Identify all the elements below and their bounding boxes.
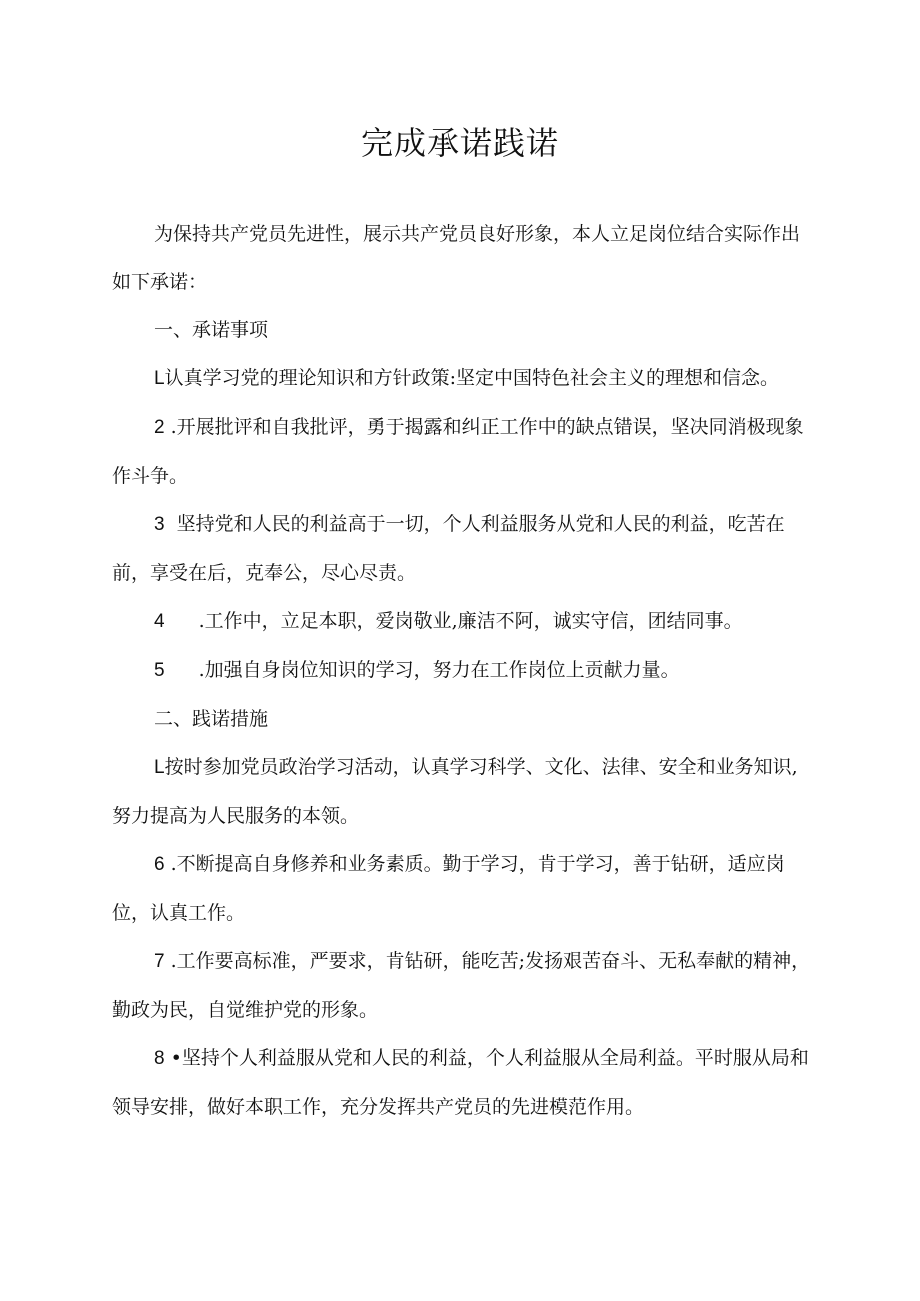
- item-number: 4: [154, 611, 165, 632]
- item-text: .不断提高自身修养和业务素质。勤于学习，肯于学习，善于钻研，适应岗位，认真工作。: [112, 853, 785, 924]
- measure-item: [112, 937, 812, 1034]
- item-text: .加强自身岗位知识的学习，努力在工作岗位上贡献力量。: [198, 659, 680, 681]
- section-heading-measures: 二、践诺措施: [154, 708, 269, 730]
- measure-item: [112, 1034, 812, 1131]
- item-text: 坚持党和人民的利益高于一切，个人利益服务从党和人民的利益，吃苦在前，享受在后，克奉公，尽心尽责。: [112, 513, 785, 584]
- item-number: 6: [154, 854, 165, 875]
- item-text: .工作要高标准，严要求，肯钻研，能吃苦;发扬艰苦奋斗、无私奉献的精神，勤政为民，自觉维护党的形象。: [112, 950, 811, 1021]
- section-heading-commitments: 一、承诺事项: [154, 319, 269, 341]
- measure-item: [112, 840, 812, 937]
- item-text: .工作中，立足本职，爱岗敬业,廉洁不阿，诚实守信，团结同事。: [198, 610, 743, 632]
- item-text: .开展批评和自我批评，勇于揭露和纠正工作中的缺点错误，坚决同消极现象作斗争。: [112, 416, 804, 487]
- item-number: L: [154, 368, 165, 389]
- item-text: 认真学习党的理论知识和方针政策:坚定中国特色社会主义的理想和信念。: [164, 367, 779, 389]
- item-number: 2: [154, 417, 165, 438]
- document-title: 完成承诺践诺: [360, 124, 559, 162]
- commitment-item: [112, 354, 812, 403]
- item-number: 5: [154, 660, 165, 681]
- intro-paragraph: 为保持共产党员先进性，展示共产党员良好形象，本人立足岗位结合实际作出如下承诺：: [112, 223, 801, 293]
- item-number: L: [154, 757, 165, 778]
- commitment-item: [112, 500, 812, 597]
- item-number: 8: [154, 1048, 165, 1069]
- commitment-item: [112, 403, 812, 500]
- item-text: •坚持个人利益服从党和人民的利益，个人利益服从全局利益。平时服从局和领导安排，做好本职工作，充分发挥共产党员的先进模范作用。: [112, 1047, 809, 1118]
- item-number: 3: [154, 514, 165, 535]
- commitment-item: [112, 646, 812, 695]
- commitment-item: [112, 597, 812, 646]
- item-text: 按时参加党员政治学习活动，认真学习科学、文化、法律、安全和业务知识,努力提高为人民服务的本领。: [112, 756, 798, 827]
- item-number: 7: [154, 951, 165, 972]
- document-body: [112, 210, 812, 1131]
- measure-item: [112, 743, 812, 840]
